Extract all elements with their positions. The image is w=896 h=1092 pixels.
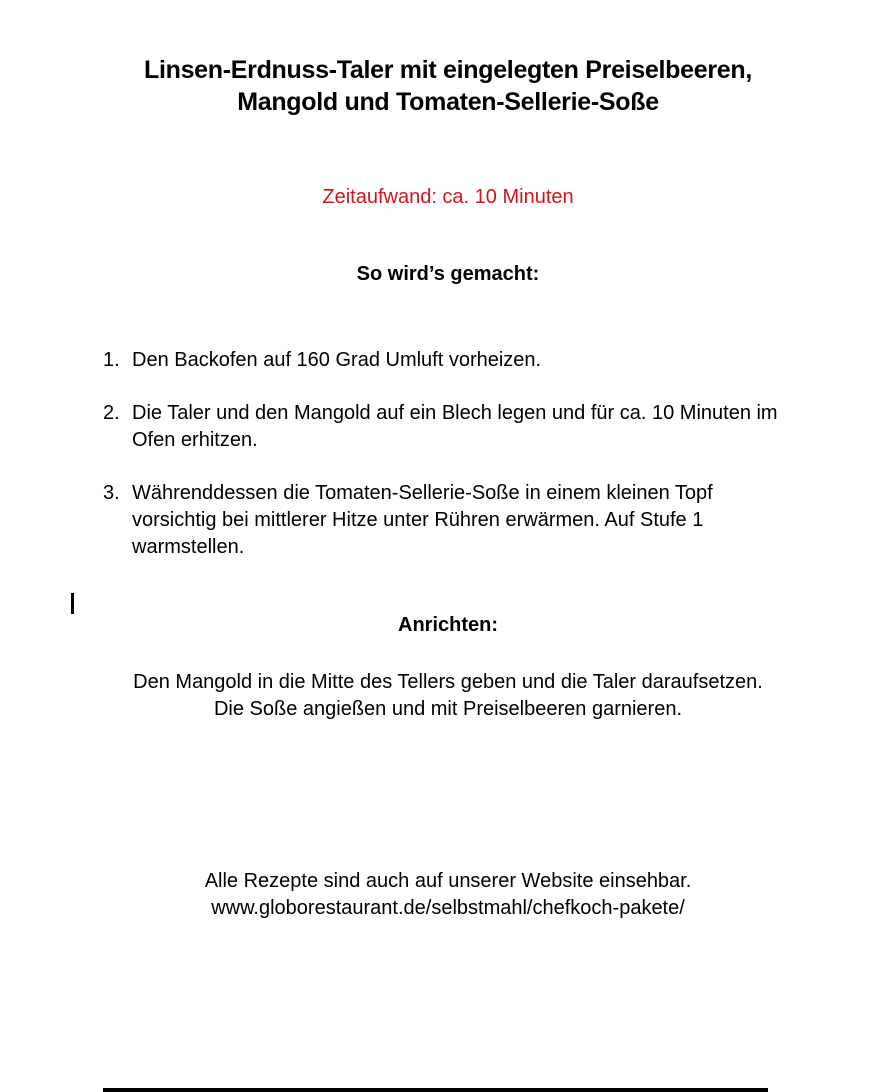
step-number: 1.	[103, 349, 120, 371]
footer-line-1: Alle Rezepte sind auch auf unserer Website einsehbar.	[204, 870, 692, 892]
footer-website-url: www.globorestaurant.de/selbstmahl/chefkoch-pakete/	[211, 897, 685, 919]
step-text: Die Taler und den Mangold auf ein Blech legen und für ca. 10 Minuten im Ofen erhitzen.	[132, 402, 778, 451]
serving-instructions	[0, 669, 896, 723]
step-item	[103, 347, 803, 374]
serving-line-1: Den Mangold in die Mitte des Tellers geben und die Taler daraufsetzen.	[133, 671, 763, 693]
step-number: 3.	[103, 482, 120, 504]
recipe-title	[0, 54, 896, 118]
time-required-note: Zeitaufwand: ca. 10 Minuten	[322, 186, 574, 208]
footer-note	[0, 868, 896, 922]
step-text: Währenddessen die Tomaten-Sellerie-Soße in einem kleinen Topf vorsichtig bei mittlerer Hitze unter Rühren erwärmen. Auf Stufe 1 warmstellen.	[132, 482, 713, 558]
method-heading: So wird’s gemacht:	[356, 263, 540, 285]
step-item	[103, 400, 803, 454]
instruction-steps	[103, 347, 803, 587]
text-caret	[71, 593, 74, 614]
page-bottom-bar	[103, 1088, 768, 1092]
recipe-title-line-1: Linsen-Erdnuss-Taler mit eingelegten Preiselbeeren,	[143, 56, 753, 84]
recipe-title-line-2: Mangold und Tomaten-Sellerie-Soße	[237, 88, 659, 116]
step-item	[103, 480, 803, 561]
serving-heading: Anrichten:	[398, 614, 498, 636]
step-text: Den Backofen auf 160 Grad Umluft vorheizen.	[132, 349, 542, 371]
serving-line-2: Die Soße angießen und mit Preiselbeeren garnieren.	[213, 698, 683, 720]
step-number: 2.	[103, 402, 120, 424]
